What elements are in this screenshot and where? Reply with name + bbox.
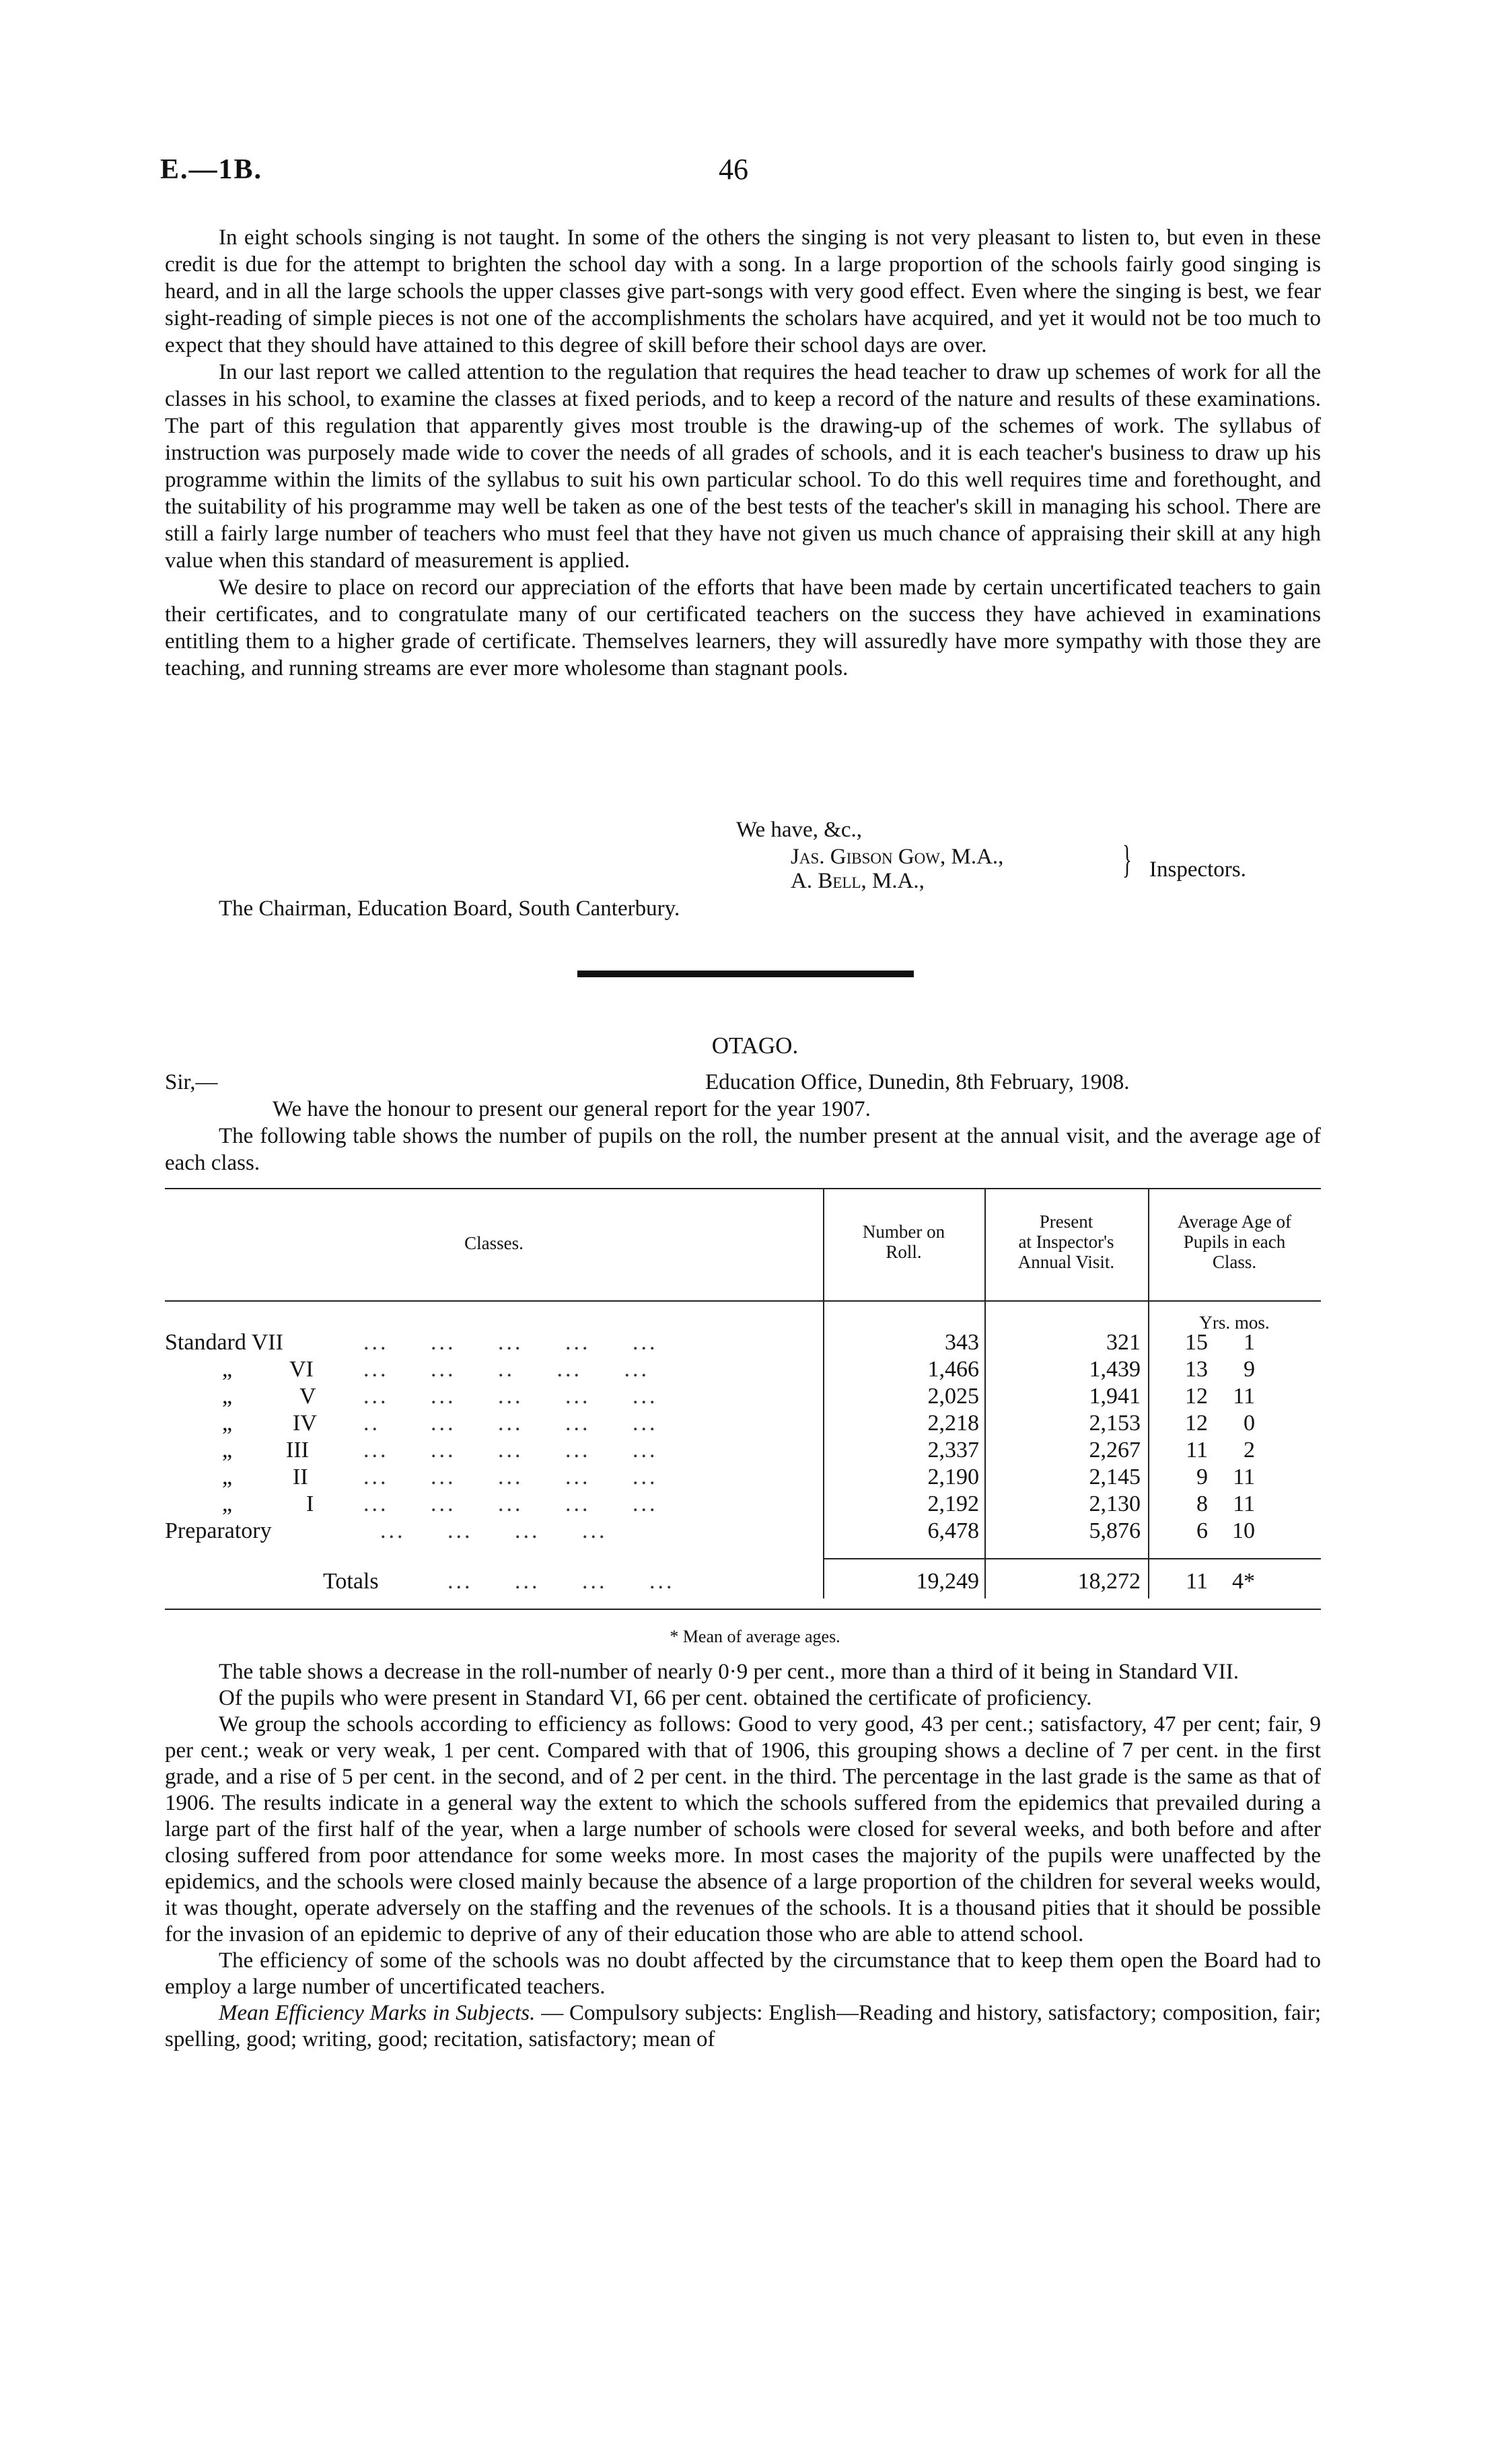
leader-dots: ... ... ... ... bbox=[447, 1569, 675, 1594]
mean-marks-heading: Mean Efficiency Marks in Subjects. bbox=[219, 2001, 536, 2025]
roll-value: 2,218 bbox=[927, 1411, 979, 1436]
age-years: 9 bbox=[1196, 1465, 1208, 1489]
header-present bbox=[984, 1211, 1148, 1272]
age-years: 12 bbox=[1185, 1384, 1208, 1409]
present-value: 2,130 bbox=[1089, 1491, 1141, 1516]
south-canterbury-body bbox=[165, 224, 1321, 682]
totals-roll: 19,249 bbox=[916, 1569, 979, 1594]
header-average-age bbox=[1148, 1211, 1321, 1272]
present-value: 2,153 bbox=[1089, 1411, 1141, 1436]
leader-dots: ... ... ... ... ... bbox=[363, 1438, 658, 1463]
roll-value: 343 bbox=[945, 1330, 979, 1355]
header-roll-line-2: Roll. bbox=[886, 1242, 922, 1262]
age-years: 11 bbox=[1186, 1438, 1208, 1463]
age-years: 12 bbox=[1185, 1411, 1208, 1436]
age-months: 2 bbox=[1244, 1438, 1255, 1463]
table-row bbox=[165, 1518, 1321, 1545]
leader-dots: ... ... .. ... ... bbox=[363, 1357, 649, 1382]
otago-body bbox=[165, 1659, 1321, 2053]
class-name: I bbox=[306, 1491, 314, 1516]
totals-label: Totals bbox=[323, 1569, 379, 1594]
class-name: Preparatory bbox=[165, 1518, 272, 1543]
mean-marks-text: — Compulsory subjects: English—Reading and history, satisfactory; composition, fair; spelling, good; writing, good; recitation, satisfactory; mean of bbox=[165, 2001, 1321, 2051]
leader-dots: ... ... ... ... ... bbox=[363, 1465, 658, 1489]
totals-age-years: 11 bbox=[1186, 1569, 1208, 1594]
present-value: 2,267 bbox=[1089, 1438, 1141, 1463]
ditto-mark: „ bbox=[222, 1438, 233, 1463]
class-name: Standard VII bbox=[165, 1330, 283, 1355]
header-age-line-1: Average Age of bbox=[1178, 1211, 1291, 1232]
leader-dots: ... ... ... ... bbox=[380, 1518, 608, 1543]
table-row bbox=[165, 1464, 1321, 1491]
age-months: 11 bbox=[1233, 1465, 1255, 1489]
roll-value: 1,466 bbox=[927, 1357, 979, 1382]
table-header-rule bbox=[165, 1300, 1321, 1302]
age-months: 11 bbox=[1233, 1491, 1255, 1516]
paragraph-singing: In eight schools singing is not taught. In some of the others the singing is not very pleasant to listen to, but even in these credit is due for the attempt to brighten the school day with a song. In a large proportion of the schools fairly good singing is heard, and in all the large schools the upper classes give part-songs with very good effect. Even where the singing is best, we fear sight-reading of simple pieces is not one of the accomplishments the scholars have acquired, and yet it would not be too much to expect that they should have attained to this degree of skill before their school days are over. bbox=[165, 225, 1321, 357]
header-present-line-3: Annual Visit. bbox=[1017, 1252, 1115, 1272]
table-bottom-rule bbox=[165, 1609, 1321, 1610]
present-value: 1,941 bbox=[1089, 1384, 1141, 1409]
header-age-line-2: Pupils in each bbox=[1183, 1232, 1286, 1252]
class-name: VI bbox=[289, 1357, 314, 1382]
age-months: 0 bbox=[1244, 1411, 1255, 1436]
totals-row bbox=[165, 1568, 1321, 1595]
ditto-mark: „ bbox=[222, 1465, 233, 1489]
table-row bbox=[165, 1437, 1321, 1464]
roll-value: 2,192 bbox=[927, 1491, 979, 1516]
totals-present: 18,272 bbox=[1077, 1569, 1141, 1594]
leader-dots: ... ... ... ... ... bbox=[363, 1384, 658, 1409]
intro-line-1: We have the honour to present our general report for the year 1907. bbox=[273, 1097, 871, 1121]
table-row bbox=[165, 1491, 1321, 1518]
paragraph-efficiency-grouping: We group the schools according to efficiency as follows: Good to very good, 43 per cent.; satisfactory, 47 per cent; fair, 9 per cent.; weak or very weak, 1 per cent. Compared with that of 1906, this grouping shows a decline of 7 per cent. in the first grade, and a rise of 5 per cent. in the second, and of 2 per cent. in the third. The percentage in the last grade is the same as that of 1906. The results indicate in a general way the extent to which the schools suffered from the epidemics that prevailed during a large part of the first half of the year, when a large number of schools were closed for several weeks, and both before and after closing suffered from poor attendance for some weeks more. In most cases the majority of the pupils were unaffected by the epidemics, and the schools were closed mainly because the absence of a large proportion of the children for several weeks would, it was thought, operate adversely on the staffing and the revenues of the schools. It is a thousand pities that it should be possible for the invasion of an epidemic to deprive of any of their education those who are able to attend school. bbox=[165, 1712, 1321, 1946]
roll-value: 6,478 bbox=[927, 1518, 979, 1543]
class-name: IV bbox=[293, 1411, 317, 1436]
paragraph-roll-decrease: The table shows a decrease in the roll-number of nearly 0·9 per cent., more than a third of it being in Standard VII. bbox=[219, 1660, 1239, 1684]
class-name: II bbox=[293, 1465, 308, 1489]
age-months: 10 bbox=[1232, 1518, 1255, 1543]
paragraph-proficiency: Of the pupils who were present in Standard VI, 66 per cent. obtained the certificate of proficiency. bbox=[219, 1686, 1092, 1710]
salutation: Sir,— bbox=[165, 1070, 218, 1094]
age-years: 6 bbox=[1196, 1518, 1208, 1543]
leader-dots: ... ... ... ... ... bbox=[363, 1330, 658, 1355]
age-years: 8 bbox=[1196, 1491, 1208, 1516]
dateline: Education Office, Dunedin, 8th February, 1908. bbox=[705, 1070, 1130, 1094]
closing-formula: We have, &c., bbox=[736, 818, 863, 842]
roll-value: 2,337 bbox=[927, 1438, 979, 1463]
intro-line-2-wrap bbox=[165, 1123, 1321, 1176]
signatory-bell: A. Bell, M.A., bbox=[791, 869, 925, 893]
signatory-gow: Jas. Gibson Gow, M.A., bbox=[791, 845, 1004, 869]
paragraph-certificates: We desire to place on record our appreciation of the efforts that have been made by certain uncertificated teachers to gain their certificates, and to congratulate many of our certificated teachers on the success they have achieved in examinations entitling them to a higher grade of certificate. Themselves learners, they will assuredly have more sympathy with those they are teaching, and running streams are ever more wholesome than stagnant pools. bbox=[165, 575, 1321, 680]
ditto-mark: „ bbox=[222, 1357, 233, 1382]
header-present-line-1: Present bbox=[1039, 1211, 1093, 1232]
class-name: III bbox=[286, 1438, 309, 1463]
header-present-line-2: at Inspector's bbox=[1018, 1232, 1114, 1252]
header-roll-line-1: Number on bbox=[862, 1222, 945, 1242]
ditto-mark: „ bbox=[222, 1491, 233, 1516]
roll-value: 2,025 bbox=[927, 1384, 979, 1409]
table-footnote: * Mean of average ages. bbox=[670, 1627, 840, 1646]
header-roll bbox=[823, 1222, 984, 1262]
age-years: 15 bbox=[1185, 1330, 1208, 1355]
inspectors-role: Inspectors. bbox=[1149, 857, 1246, 882]
otago-heading: OTAGO. bbox=[711, 1032, 799, 1059]
leader-dots: ... ... ... ... ... bbox=[363, 1491, 658, 1516]
present-value: 1,439 bbox=[1089, 1357, 1141, 1382]
ditto-mark: „ bbox=[222, 1411, 233, 1436]
table-row bbox=[165, 1356, 1321, 1383]
age-months: 1 bbox=[1244, 1330, 1255, 1355]
table-row bbox=[165, 1383, 1321, 1410]
age-months: 9 bbox=[1244, 1357, 1255, 1382]
intro-line-2: The following table shows the number of pupils on the roll, the number present at the annual visit, and the average age of each class. bbox=[165, 1124, 1321, 1175]
leader-dots: .. ... ... ... ... bbox=[363, 1411, 658, 1436]
page-number: 46 bbox=[719, 153, 748, 186]
addressee: The Chairman, Education Board, South Canterbury. bbox=[219, 896, 680, 921]
class-name: V bbox=[299, 1384, 316, 1409]
ditto-mark: „ bbox=[222, 1384, 233, 1409]
present-value: 321 bbox=[1106, 1330, 1141, 1355]
totals-rule bbox=[823, 1558, 1321, 1559]
present-value: 2,145 bbox=[1089, 1465, 1141, 1489]
age-months: 11 bbox=[1233, 1384, 1255, 1409]
roll-value: 2,190 bbox=[927, 1465, 979, 1489]
age-years: 13 bbox=[1185, 1357, 1208, 1382]
paragraph-schemes-of-work: In our last report we called attention to the regulation that requires the head teacher to draw up schemes of work for all the classes in his school, to examine the classes at fixed periods, and to keep a record of the nature and results of these examinations. The part of this regulation that apparently gives most trouble is the drawing-up of the schemes of work. The syllabus of instruction was purposely made wide to cover the needs of all grades of schools, and it is each teacher's business to draw up his programme within the limits of the syllabus to suit his own particular school. To do this well requires time and forethought, and the suitability of his programme may well be taken as one of the best tests of the teacher's skill in managing his school. There are still a fairly large number of teachers who must feel that they have not given us much chance of appraising their skill at any high value when this standard of measurement is applied. bbox=[165, 360, 1321, 573]
paragraph-mean-marks bbox=[165, 2000, 1321, 2053]
totals-age-months: 4* bbox=[1232, 1569, 1255, 1594]
signatory-brace: } bbox=[1122, 837, 1132, 881]
table-row bbox=[165, 1329, 1321, 1356]
paragraph-uncertificated-teachers: The efficiency of some of the schools was no doubt affected by the circumstance that to keep them open the Board had to employ a large number of uncertificated teachers. bbox=[165, 1948, 1321, 1999]
present-value: 5,876 bbox=[1089, 1518, 1141, 1543]
header-age-line-3: Class. bbox=[1212, 1252, 1257, 1272]
header-classes: Classes. bbox=[464, 1233, 524, 1253]
table-row bbox=[165, 1410, 1321, 1437]
document-code: E.—1B. bbox=[160, 154, 263, 185]
header-age-units: Yrs. mos. bbox=[1199, 1312, 1270, 1333]
section-divider bbox=[577, 971, 914, 977]
